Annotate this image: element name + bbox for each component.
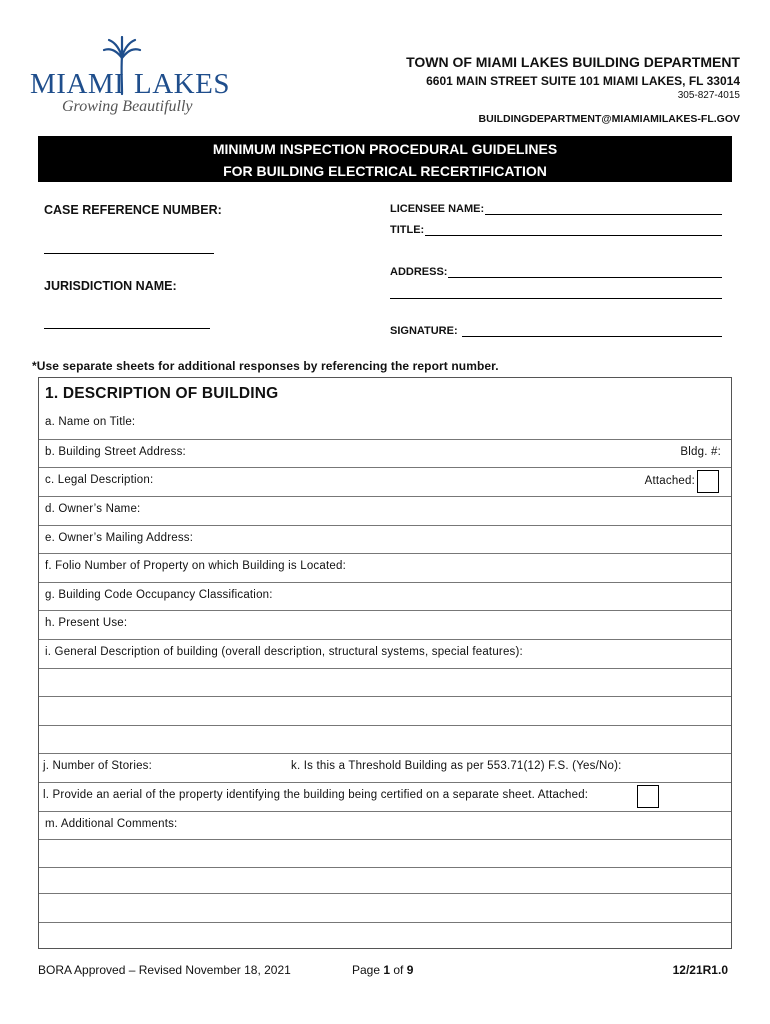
page-total: 9 — [406, 963, 414, 977]
number-of-stories-label: j. Number of Stories: — [43, 760, 153, 772]
general-description-label: i. General Description of building (overall description, structural systems, special features): — [45, 646, 523, 658]
building-description-table — [38, 377, 732, 949]
aerial-label: l. Provide an aerial of the property identifying the building being certified on a separate sheet. Attached: — [43, 789, 589, 801]
row-additional-comments[interactable] — [39, 811, 731, 840]
legal-attached-label: Attached: — [644, 475, 695, 487]
logo-word-lakes: LAKES — [134, 68, 230, 100]
row-occupancy-classification[interactable] — [39, 582, 731, 611]
street-address-label: b. Building Street Address: — [45, 446, 186, 458]
logo-tagline: Growing Beautifully — [62, 98, 193, 115]
page-current: 1 — [383, 963, 391, 977]
row-comments-blank-3[interactable] — [39, 893, 731, 923]
signature-label: SIGNATURE: — [390, 325, 458, 337]
row-street-address[interactable] — [39, 439, 731, 468]
page-prefix: Page — [352, 963, 384, 977]
row-general-description[interactable] — [39, 639, 731, 669]
form-title-line1: MINIMUM INSPECTION PROCEDURAL GUIDELINES — [212, 141, 558, 157]
present-use-label: h. Present Use: — [45, 617, 128, 629]
row-stories-threshold[interactable] — [39, 753, 731, 783]
row-comments-blank-4[interactable] — [39, 922, 731, 949]
address-field[interactable] — [390, 266, 722, 278]
footer-approval: BORA Approved – Revised November 18, 2021 — [38, 963, 291, 977]
section-heading: 1. DESCRIPTION OF BUILDING — [45, 385, 279, 402]
name-on-title-label: a. Name on Title: — [45, 416, 136, 428]
title-label: TITLE: — [390, 224, 425, 236]
row-aerial[interactable] — [39, 782, 731, 812]
section-heading-row — [39, 378, 731, 410]
licensee-name-label: LICENSEE NAME: — [390, 203, 485, 215]
department-email: BUILDINGDEPARTMENT@MIAMIAMILAKES-FL.GOV — [478, 113, 740, 125]
row-legal-description[interactable] — [39, 467, 731, 497]
logo-word-miami: MIAMI — [30, 68, 125, 100]
row-owner-name[interactable] — [39, 496, 731, 526]
occupancy-classification-label: g. Building Code Occupancy Classification: — [45, 589, 273, 601]
form-title — [38, 136, 732, 182]
row-name-on-title[interactable] — [39, 410, 731, 439]
owner-name-label: d. Owner’s Name: — [45, 503, 141, 515]
form-title-line2: FOR BUILDING ELECTRICAL RECERTIFICATION — [223, 163, 547, 179]
row-general-description-blank-3[interactable] — [39, 725, 731, 754]
additional-comments-label: m. Additional Comments: — [45, 818, 178, 830]
footer-revision-code: 12/21R1.0 — [672, 963, 728, 977]
address-label: ADDRESS: — [390, 266, 448, 278]
instruction-note: *Use separate sheets for additional responses by referencing the report number. — [32, 359, 499, 373]
row-owner-mailing-address[interactable] — [39, 525, 731, 554]
page-of: of — [390, 963, 407, 977]
department-name: TOWN OF MIAMI LAKES BUILDING DEPARTMENT — [406, 54, 740, 70]
row-present-use[interactable] — [39, 610, 731, 640]
owner-mailing-address-label: e. Owner’s Mailing Address: — [45, 532, 194, 544]
row-comments-blank-1[interactable] — [39, 839, 731, 868]
jurisdiction-line[interactable] — [44, 328, 210, 329]
jurisdiction-label: JURISDICTION NAME: — [44, 279, 177, 293]
department-address: 6601 MAIN STREET SUITE 101 MIAMI LAKES, FL 33014 — [426, 74, 740, 88]
title-field[interactable] — [390, 224, 722, 236]
licensee-name-field[interactable] — [390, 203, 722, 215]
footer-page-number — [352, 963, 413, 977]
folio-number-label: f. Folio Number of Property on which Building is Located: — [45, 560, 346, 572]
legal-description-label: c. Legal Description: — [45, 474, 154, 486]
row-general-description-blank-1[interactable] — [39, 668, 731, 697]
row-folio-number[interactable] — [39, 553, 731, 583]
aerial-attached-checkbox[interactable] — [637, 785, 659, 808]
case-reference-label: CASE REFERENCE NUMBER: — [44, 203, 222, 217]
case-reference-line[interactable] — [44, 253, 214, 254]
department-phone: 305-827-4015 — [677, 90, 740, 101]
row-general-description-blank-2[interactable] — [39, 696, 731, 726]
bldg-number-label: Bldg. #: — [680, 446, 721, 458]
row-comments-blank-2[interactable] — [39, 867, 731, 894]
threshold-building-label: k. Is this a Threshold Building as per 553.71(12) F.S. (Yes/No): — [291, 760, 622, 772]
address-line-2[interactable] — [390, 298, 722, 299]
legal-attached-checkbox[interactable] — [697, 470, 719, 493]
signature-field[interactable] — [390, 325, 722, 337]
